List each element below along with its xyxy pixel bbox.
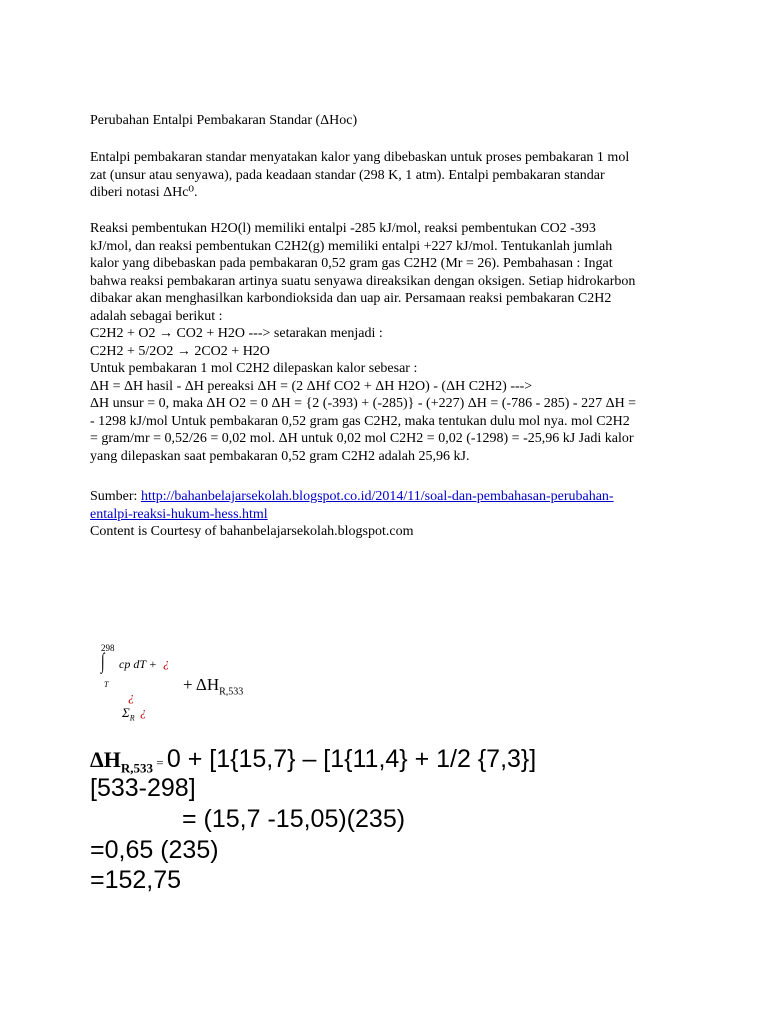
problem-line: C2H2 + 5/2O2 → 2CO2 + H2O (90, 343, 270, 359)
problem-line: - 1298 kJ/mol Untuk pembakaran 0,52 gram gas C2H2, maka tentukan dulu mol nya. mol C2H2 (90, 413, 630, 429)
problem-line: yang dilepaskan saat pembakaran 0,52 gram C2H2 adalah 25,96 kJ. (90, 448, 470, 464)
intro-line: zat (unsur atau senyawa), pada keadaan standar (298 K, 1 atm). Entalpi pembakaran standar (90, 167, 605, 183)
delta-h-equals: = (153, 755, 167, 770)
sigma-term (122, 705, 135, 723)
calc-line-3: = (15,7 -15,05)(235) (182, 805, 406, 833)
source-link-continued[interactable]: entalpi-reaksi-hukum-hess.html (90, 506, 268, 522)
intro-paragraph (90, 149, 690, 202)
plus-delta-h (183, 675, 243, 697)
problem-line: Untuk pembakaran 1 mol C2H2 dilepaskan kalor sebesar : (90, 361, 418, 376)
calc-line-2: [533-298] (90, 774, 196, 802)
placeholder-glyph: ¿ (163, 655, 170, 670)
calc-line-1-text: 0 + [1{15,7} – [1{11,4} + 1/2 {7,3}] (166, 745, 537, 773)
section-title (90, 112, 690, 130)
source-label: Sumber: (90, 489, 141, 504)
intro-line: diberi notasi ΔHc⁰. (90, 185, 198, 200)
problem-paragraph (90, 220, 690, 465)
integral-upper-limit: 298 (101, 643, 115, 653)
calc-line-5: =152,75 (90, 866, 182, 894)
source-section (90, 488, 690, 541)
problem-line: adalah sebagai berikut : (90, 308, 223, 324)
problem-line: ΔH unsur = 0, maka ΔH O2 = 0 ΔH = {2 (-393) + (-285)} - (+227) ΔH = (-786 - 285) - 227 ΔH = (90, 396, 637, 411)
problem-line: ΔH = ΔH hasil - ΔH pereaksi ΔH = (2 ΔHf CO2 + ΔH H2O) - (ΔH C2H2) ---> (90, 378, 533, 394)
integral-sign: ∫ (101, 648, 105, 673)
calc-line-4: =0,65 (235) (90, 836, 219, 864)
integral-lower-limit: T (104, 680, 109, 689)
plus-delta-h-text: + ΔH (183, 675, 220, 694)
delta-h-label (90, 747, 167, 776)
sigma-symbol: Σ (122, 705, 130, 720)
problem-line: bahwa reaksi pembakaran artinya suatu senyawa direaksikan dengan oksigen. Setiap hidrokarbon (90, 273, 636, 289)
placeholder-glyph: ¿ (128, 689, 135, 704)
integrand: cp dT + (119, 657, 157, 671)
delta-h-symbol: ΔH (90, 747, 121, 772)
source-line (90, 488, 690, 506)
sigma-sub: R (129, 713, 135, 723)
source-line (90, 506, 690, 524)
source-link[interactable]: http://bahanbelajarsekolah.blogspot.co.id/2014/11/soal-dan-pembahasan-perubahan- (140, 489, 614, 504)
problem-line: kalor yang dibebaskan pada pembakaran 0,52 gram gas C2H2 (Mr = 26). Pembahasan : Ingat (90, 256, 613, 271)
intro-line: Entalpi pembakaran standar menyatakan kalor yang dibebaskan untuk proses pembakaran 1 mol (90, 150, 630, 165)
problem-line: Reaksi pembentukan H2O(l) memiliki entalpi -285 kJ/mol, reaksi pembentukan CO2 -393 (90, 221, 596, 236)
courtesy-text: Content is Courtesy of bahanbelajarsekolah.blogspot.com (90, 524, 414, 539)
problem-line: dibakar akan menghasilkan karbondioksida dan uap air. Persamaan reaksi pembakaran C2H2 (90, 291, 612, 306)
placeholder-glyph: ¿ (140, 704, 147, 719)
problem-line: = gram/mr = 0,52/26 = 0,02 mol. ΔH untuk 0,02 mol C2H2 = 0,02 (-1298) = -25,96 kJ Jadi kalor (90, 431, 634, 446)
delta-h-subscript: R,533 (120, 760, 154, 776)
problem-line: C2H2 + O2 → CO2 + H2O ---> setarakan menjadi : (90, 326, 383, 341)
title-text: Perubahan Entalpi Pembakaran Standar (ΔHoc) (90, 113, 358, 128)
plus-delta-h-sub: R,533 (219, 686, 244, 698)
problem-line: kJ/mol, dan reaksi pembentukan C2H2(g) memiliki entalpi +227 kJ/mol. Tentukanlah jumlah (90, 238, 613, 254)
